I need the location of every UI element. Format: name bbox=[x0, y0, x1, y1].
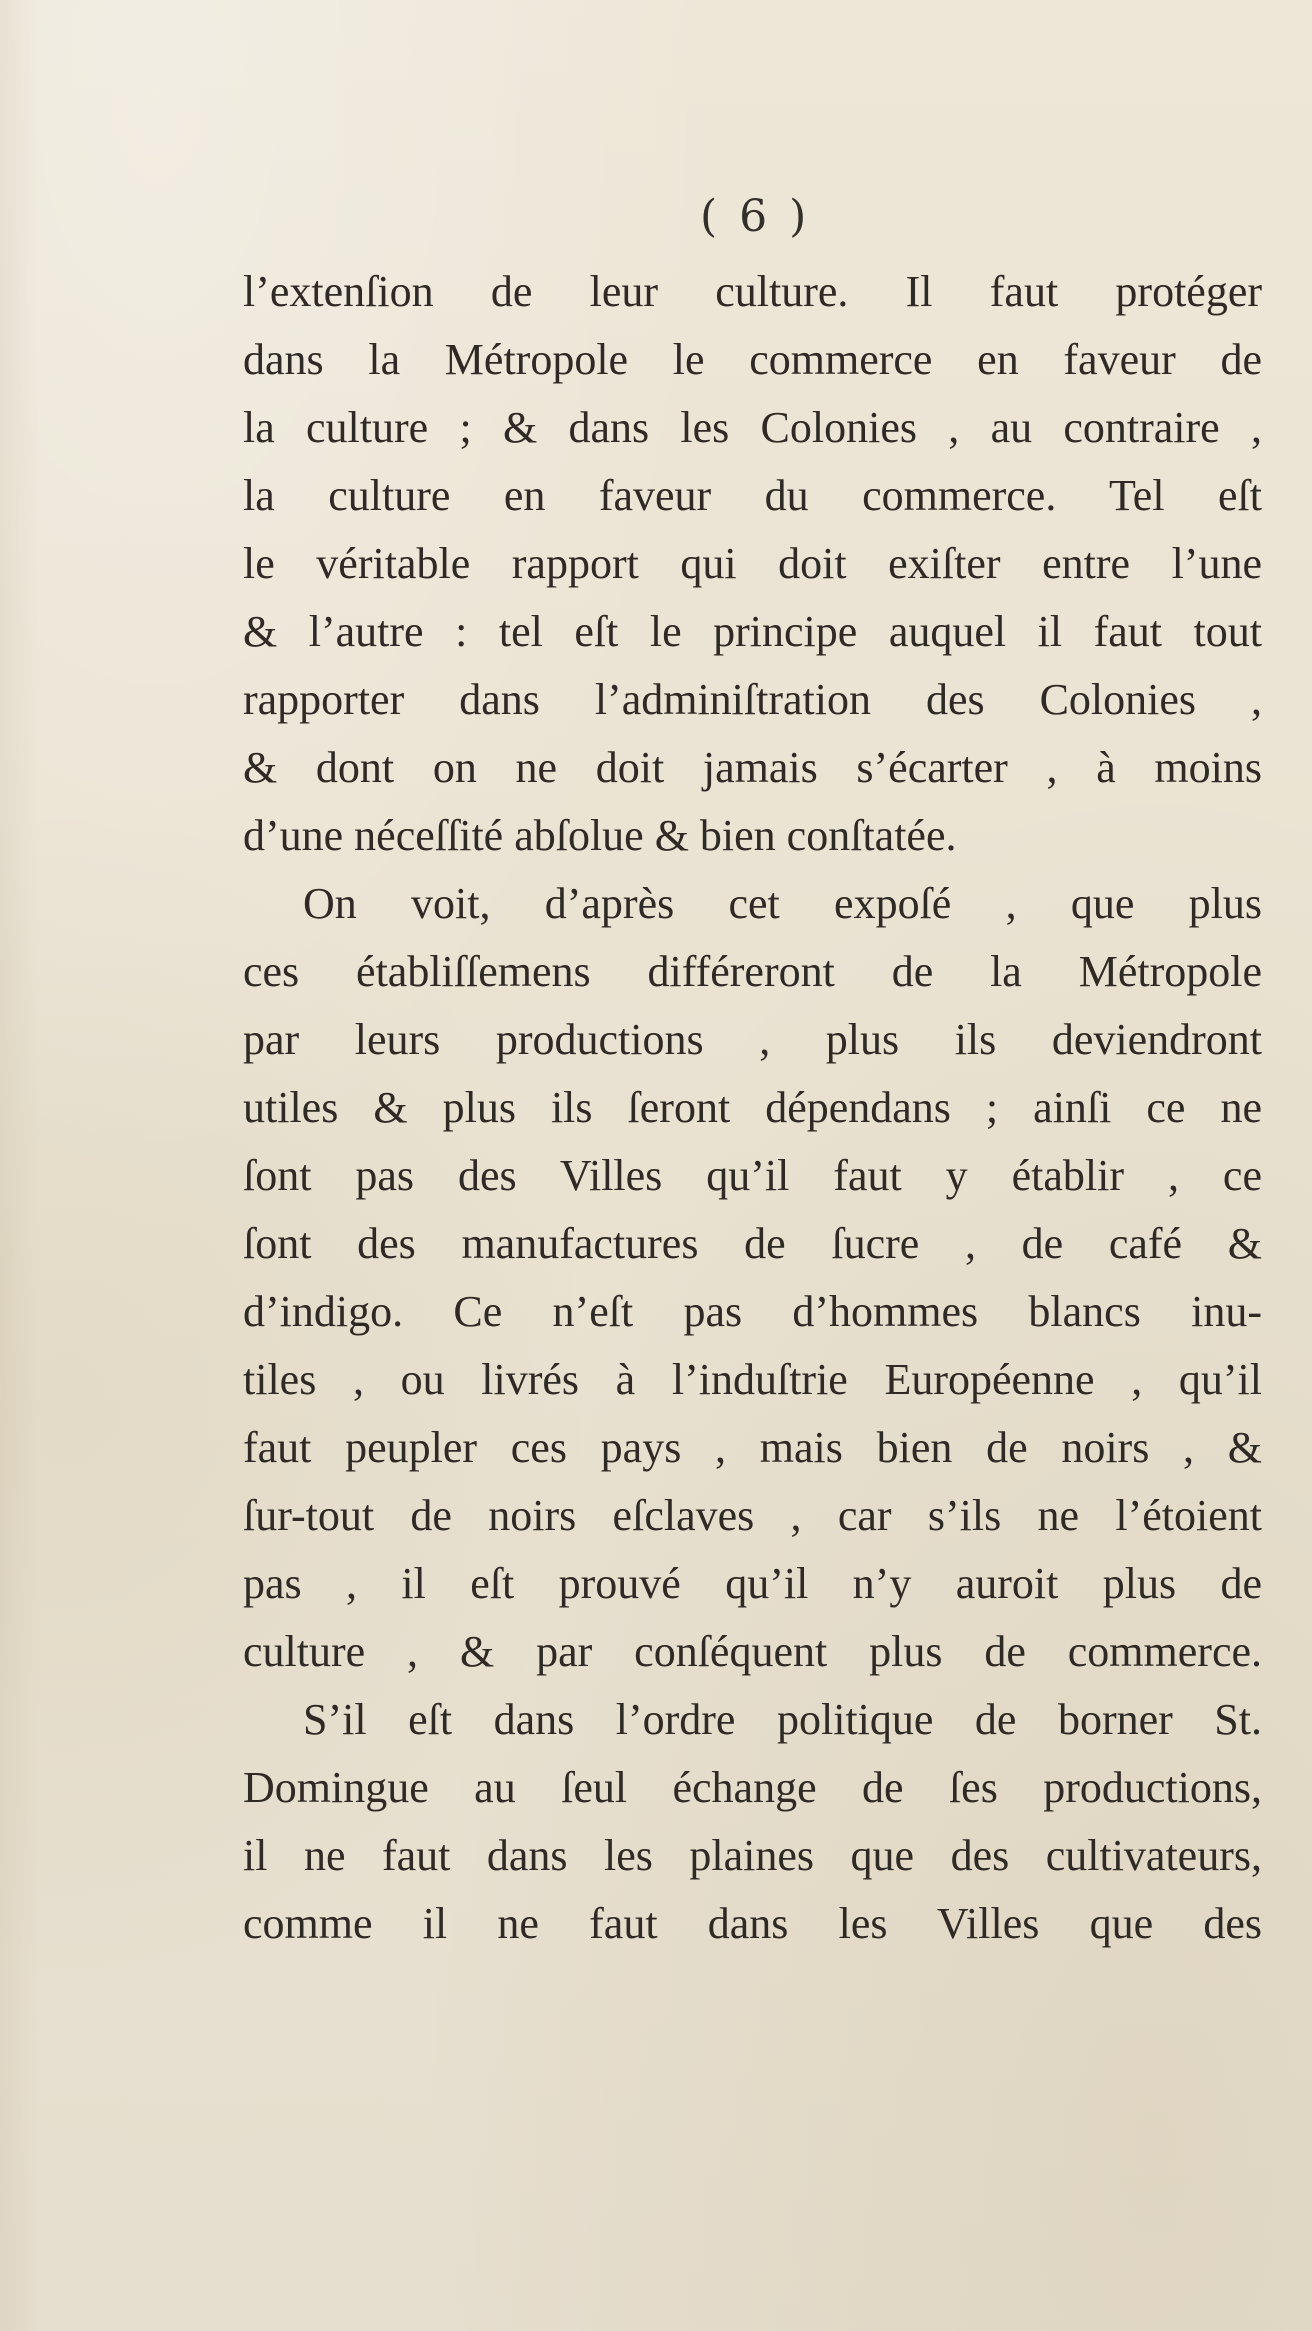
text-line: ſont des manufactures de ſucre , de café & bbox=[243, 1219, 1262, 1268]
text-line: ſur-tout de noirs eſclaves , car s’ils ne l’étoient bbox=[243, 1491, 1262, 1540]
page-number: ( 6 ) bbox=[700, 191, 811, 242]
text-line: comme il ne faut dans les Villes que des bbox=[243, 1899, 1262, 1948]
text-line: d’une néceſſité abſolue & bien conſtatée. bbox=[243, 811, 957, 860]
text-line: utiles & plus ils ſeront dépendans ; ainſi ce ne bbox=[243, 1083, 1262, 1132]
text-line: le véritable rapport qui doit exiſter entre l’une bbox=[243, 539, 1262, 588]
page-fold-shadow bbox=[0, 0, 40, 2331]
text-line: par leurs productions , plus ils deviendront bbox=[243, 1015, 1262, 1064]
text-line: dans la Métropole le commerce en faveur de bbox=[243, 335, 1262, 384]
text-line: Domingue au ſeul échange de ſes productions, bbox=[243, 1763, 1262, 1812]
text-line: culture , & par conſéquent plus de commerce. bbox=[243, 1627, 1262, 1676]
text-line: S’il eſt dans l’ordre politique de borner St. bbox=[303, 1695, 1262, 1744]
text-line: d’indigo. Ce n’eſt pas d’hommes blancs inu- bbox=[243, 1287, 1262, 1336]
text-line: la culture en faveur du commerce. Tel eſt bbox=[243, 471, 1262, 520]
text-line: & dont on ne doit jamais s’écarter , à moins bbox=[243, 743, 1262, 792]
text-line: ſont pas des Villes qu’il faut y établir , ce bbox=[243, 1151, 1262, 1200]
text-line: & l’autre : tel eſt le principe auquel il faut tout bbox=[243, 607, 1262, 656]
text-line: la culture ; & dans les Colonies , au contraire , bbox=[243, 403, 1262, 452]
text-line: pas , il eſt prouvé qu’il n’y auroit plus de bbox=[243, 1559, 1262, 1608]
body-text bbox=[243, 258, 1262, 1958]
text-line: rapporter dans l’adminiſtration des Colonies , bbox=[243, 675, 1262, 724]
text-line: ces établiſſemens différeront de la Métropole bbox=[243, 947, 1262, 996]
text-line: faut peupler ces pays , mais bien de noirs , & bbox=[243, 1423, 1262, 1472]
text-line: tiles , ou livrés à l’induſtrie Européenne , qu’il bbox=[243, 1355, 1262, 1404]
text-line: On voit, d’après cet expoſé , que plus bbox=[303, 879, 1262, 928]
text-line: l’extenſion de leur culture. Il faut protéger bbox=[243, 267, 1262, 316]
text-line: il ne faut dans les plaines que des cultivateurs, bbox=[243, 1831, 1262, 1880]
